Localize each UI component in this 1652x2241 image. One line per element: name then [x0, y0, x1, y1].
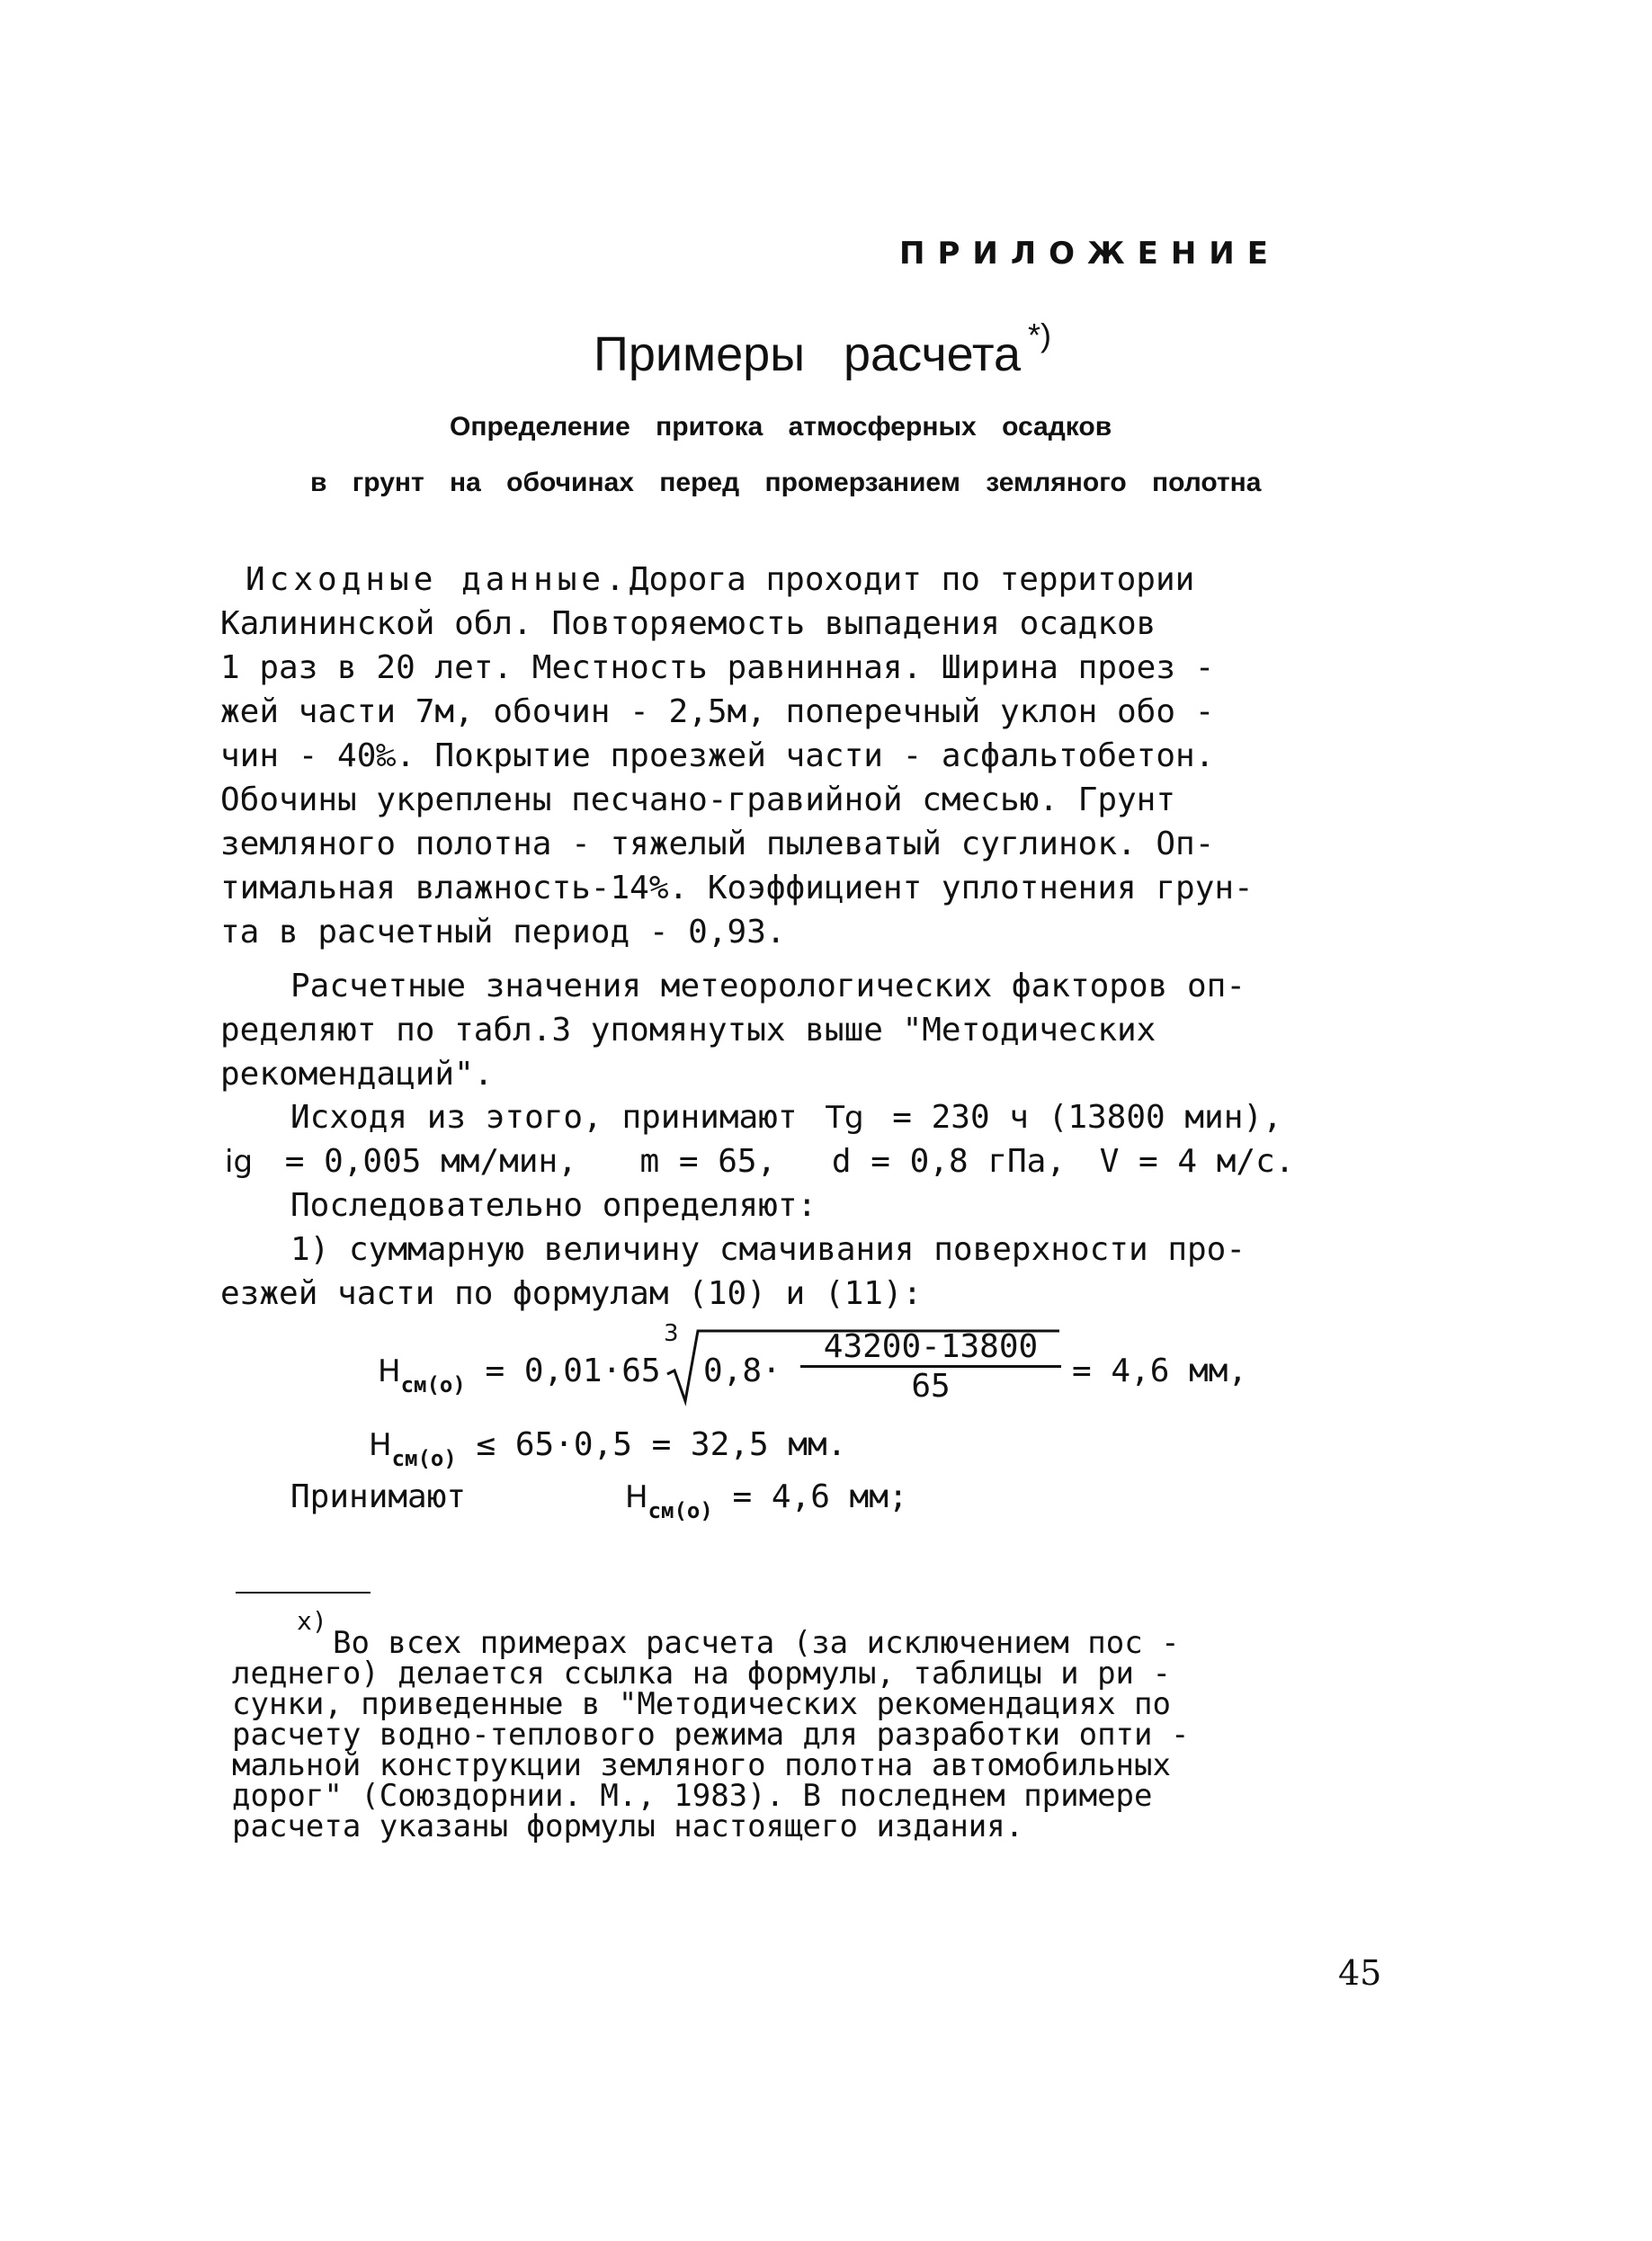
- paragraph-line: Исходные данные.Дорога проходит по территории: [246, 561, 1195, 598]
- footnote-line: дорог" (Союздорнии. М., 1983). В последнем примере: [232, 1778, 1153, 1814]
- paragraph-line: Расчетные значения метеорологических факторов оп-: [290, 968, 1246, 1004]
- title-text: Примеры расчета: [594, 327, 1022, 381]
- footnote-mark: х): [297, 1606, 327, 1636]
- calc-values-paragraph: [220, 964, 1246, 1096]
- title-footnote-mark: *): [1028, 317, 1052, 353]
- root-index: 3: [664, 1320, 679, 1347]
- step-1-line-2: езжей части по формулам (10) и (11):: [220, 1275, 923, 1312]
- page-title: [594, 317, 1052, 382]
- footnote-text: [232, 1625, 1190, 1844]
- formula-3: $H_{см(о)} = 4,6$ мм;: [625, 1478, 908, 1524]
- footnote-line: расчету водно-теплового режима для разработки опти -: [232, 1717, 1190, 1753]
- radicand-prefix: 0,8·: [703, 1353, 781, 1389]
- initial-data-lead: Исходные данные.: [246, 561, 630, 598]
- page-number: 45: [1338, 1953, 1382, 1993]
- paragraph-line: чин - 40‰. Покрытие проезжей части - асфальтобетон.: [220, 737, 1215, 774]
- ig-symbol: ig: [225, 1144, 254, 1180]
- formula-1-result: = 4,6 мм,: [1072, 1353, 1248, 1389]
- h-subscript: см(о): [400, 1372, 466, 1398]
- formula-1: $H_{см(о)} = 0,01\cdot 65$: [378, 1353, 661, 1398]
- footnote-line: леднего) делается ссылка на формулы, таблицы и ри -: [232, 1656, 1171, 1692]
- paragraph-line: Калининской обл. Повторяемость выпадения осадков: [220, 605, 1156, 642]
- params-line-1: Исходя из этого, принимают Tg = 230 ч (13800 мин),: [290, 1099, 1282, 1136]
- paragraph-line: ределяют по табл.3 упомянутых выше "Методических: [220, 1012, 1156, 1049]
- paragraph-line: та в расчетный период - 0,93.: [220, 914, 786, 951]
- footnote-separator: [236, 1592, 371, 1594]
- footnote-line: мальной конструкции земляного полотна автомобильных: [232, 1747, 1171, 1783]
- paragraph-line: жей части 7м, обочин - 2,5м, поперечный уклон обо -: [220, 693, 1215, 730]
- footnote-line: сунки, приведенные в "Методических рекомендациях по: [232, 1686, 1171, 1722]
- h-symbol: H: [369, 1427, 392, 1463]
- subtitle-line-1: Определение притока атмосферных осадков: [450, 412, 1112, 442]
- fraction-numerator: 43200-13800: [800, 1329, 1061, 1368]
- paragraph-line: рекомендаций".: [220, 1056, 494, 1093]
- subtitle-line-2: в грунт на обочинах перед промерзанием земляного полотна: [310, 468, 1262, 497]
- paragraph-line: 1 раз в 20 лет. Местность равнинная. Ширина проез -: [220, 649, 1215, 686]
- h-subscript: см(о): [391, 1446, 457, 1472]
- step-1-line-1: 1) суммарную величину смачивания поверхности про-: [290, 1231, 1246, 1268]
- fraction-denominator: 65: [911, 1368, 951, 1405]
- h-symbol: H: [378, 1353, 401, 1389]
- paragraph-line: Обочины укреплены песчано-гравийной смесью. Грунт: [220, 781, 1176, 818]
- formula-2: $H_{см(о)} \le 65\cdot 0,5 = 32,5$ мм.: [369, 1426, 847, 1472]
- params-line-2: ig = 0,005 мм/мин, m = 65, d = 0,8 гПа, V = 4 м/с.: [225, 1143, 1295, 1180]
- appendix-heading: ПРИЛОЖЕНИЕ: [899, 236, 1281, 272]
- h-subscript: см(о): [647, 1498, 713, 1524]
- footnote-line: расчета указаны формулы настоящего издания.: [232, 1808, 1024, 1844]
- paragraph-line: тимальная влажность-14%. Коэффициент уплотнения грун-: [220, 870, 1254, 906]
- initial-data-paragraph: [220, 558, 1254, 954]
- accept-label: Принимают: [290, 1478, 467, 1515]
- paragraph-line: земляного полотна - тяжелый пылеватый суглинок. Оп-: [220, 826, 1215, 862]
- steps-intro: Последовательно определяют:: [290, 1187, 817, 1224]
- tg-symbol: Tg: [826, 1100, 864, 1136]
- footnote-line: Во всех примерах расчета (за исключением пос -: [333, 1625, 1180, 1661]
- h-symbol: H: [625, 1479, 648, 1515]
